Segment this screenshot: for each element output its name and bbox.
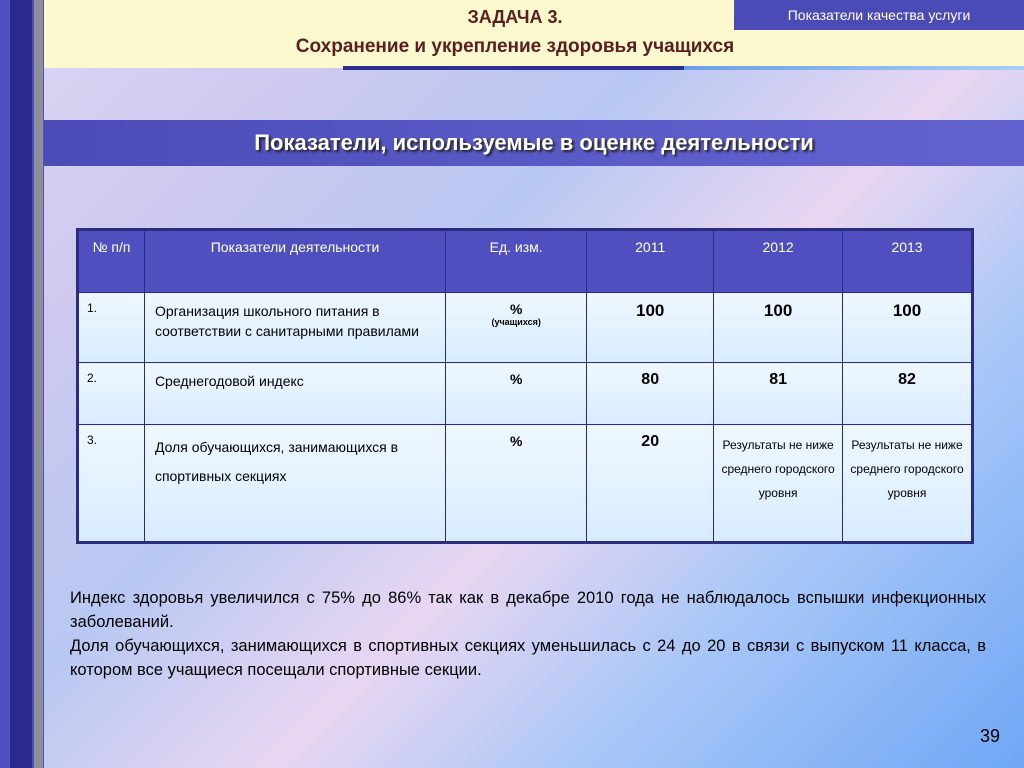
value-2013: 82 bbox=[843, 363, 973, 425]
unit-value: % bbox=[509, 371, 523, 387]
value-2012: Результаты не ниже среднего городского уровня bbox=[714, 425, 843, 543]
header-cell-2012: 2012 bbox=[714, 230, 843, 293]
row-number: 2. bbox=[78, 363, 145, 425]
left-decor-bar-dark bbox=[10, 0, 32, 768]
table-row bbox=[78, 363, 973, 425]
task-subtitle: Сохранение и укрепление здоровья учащихся bbox=[295, 36, 735, 57]
unit-value: % bbox=[509, 301, 523, 317]
value-2012: 81 bbox=[714, 363, 843, 425]
value-2013: Результаты не ниже среднего городского уровня bbox=[843, 425, 973, 543]
row-unit bbox=[446, 425, 587, 543]
row-number: 1. bbox=[78, 293, 145, 363]
section-title: Показатели, используемые в оценке деятельности bbox=[254, 130, 814, 155]
value-2013: 100 bbox=[843, 293, 973, 363]
task-title: ЗАДАЧА 3. bbox=[467, 7, 563, 27]
header-cell-2011: 2011 bbox=[587, 230, 714, 293]
footer-paragraph-2: Доля обучающихся, занимающихся в спортивных секциях уменьшилась с 24 до 20 в связи с выпуском 11 класса, в котором все учащиеся посещали спортивные секции. bbox=[70, 637, 986, 679]
header-underline-light bbox=[684, 66, 1024, 70]
unit-value: % bbox=[509, 433, 523, 449]
value-2011: 80 bbox=[587, 363, 714, 425]
page-number: 39 bbox=[979, 726, 1000, 746]
table-row bbox=[78, 293, 973, 363]
header-underline bbox=[343, 66, 684, 70]
row-indicator: Среднегодовой индекс bbox=[144, 363, 445, 425]
row-unit bbox=[446, 363, 587, 425]
row-indicator: Доля обучающихся, занимающихся в спортивных секциях bbox=[144, 425, 445, 543]
row-indicator: Организация школьного питания в соответствии с санитарными правилами bbox=[144, 293, 445, 363]
value-2011: 20 bbox=[587, 425, 714, 543]
section-tag: Показатели качества услуги bbox=[734, 0, 1024, 30]
table-header-row bbox=[78, 230, 973, 293]
value-2011: 100 bbox=[587, 293, 714, 363]
footer-notes bbox=[70, 586, 986, 682]
value-2012: 100 bbox=[714, 293, 843, 363]
footer-paragraph-1: Индекс здоровья увеличился с 75% до 86% так как в декабре 2010 года не наблюдалось вспышки инфекционных заболеваний. bbox=[70, 589, 986, 631]
row-number: 3. bbox=[78, 425, 145, 543]
header-cell-unit: Ед. изм. bbox=[446, 230, 587, 293]
table-row bbox=[78, 425, 973, 543]
left-decor-bar-light bbox=[34, 0, 43, 768]
row-unit bbox=[446, 293, 587, 363]
header-cell-number: № п/п bbox=[78, 230, 145, 293]
header-cell-indicator: Показатели деятельности bbox=[144, 230, 445, 293]
indicators-table bbox=[76, 228, 974, 544]
header-cell-2013: 2013 bbox=[843, 230, 973, 293]
unit-note: (учащихся) bbox=[491, 317, 541, 327]
